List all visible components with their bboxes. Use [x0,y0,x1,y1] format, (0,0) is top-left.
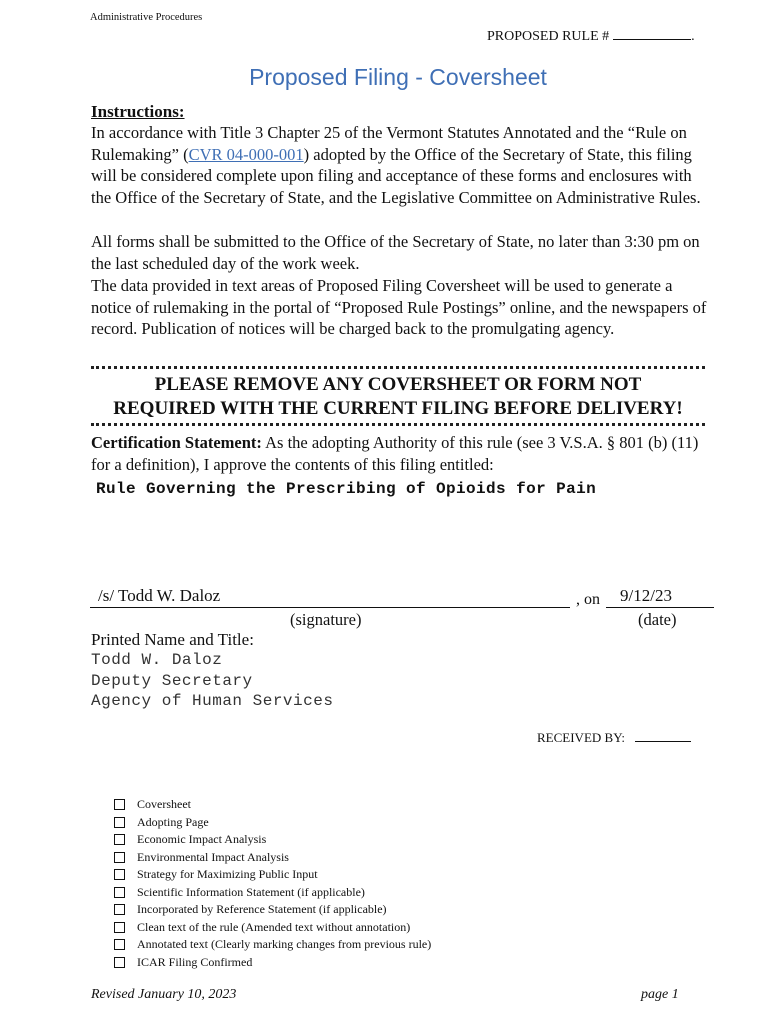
rule-number-blank[interactable] [613,27,691,40]
proposed-rule-number [487,27,695,45]
instructions-paragraph-3: The data provided in text areas of Proposed Filing Coversheet will be used to generate a notice of rulemaking in the portal of “Proposed Rule Postings” online, and the newspapers of record. Publication of notices will be charged back to the promulgating agency. [91,276,707,338]
signature-field[interactable]: /s/ Todd W. Daloz [98,586,221,605]
checkbox[interactable] [114,799,125,810]
checklist-item-label: Adopting Page [137,814,209,829]
signature-line [90,607,570,608]
date-field[interactable]: 9/12/23 [620,586,672,605]
p1-text-after: ) adopted by the Office of the Secretary of State, this filing will be considered complete upon filing and acceptance of these forms and enclosures with the Office of the Secretary of State, and the Legislative Committee on Administrative Rules. [91,144,701,207]
removal-notice [91,373,705,421]
checklist-item [114,796,431,814]
printed-name-label: Printed Name and Title: [91,630,254,649]
checklist-item [114,936,431,954]
notice-bottom-border [91,423,705,426]
footer-page-number: page 1 [641,987,679,1002]
printed-agency-field[interactable]: Agency of Human Services [91,692,334,710]
signature-caption: (signature) [290,610,362,629]
checklist-item-label: Environmental Impact Analysis [137,849,289,864]
footer-revision: Revised January 10, 2023 [91,987,237,1002]
printed-title-field[interactable]: Deputy Secretary [91,672,253,690]
date-caption: (date) [638,610,677,629]
checkbox[interactable] [114,817,125,828]
date-line [606,607,714,608]
notice-top-border [91,366,705,369]
rule-number-suffix: . [691,29,695,44]
received-by [537,730,691,746]
checklist-item-label: Clean text of the rule (Amended text without annotation) [137,919,411,934]
checklist-item [114,954,431,972]
checklist-item [114,919,431,937]
page-title: Proposed Filing - Coversheet [249,64,547,90]
checklist-item-label: Scientific Information Statement (if applicable) [137,884,365,899]
on-text: , on [576,591,600,608]
checkbox[interactable] [114,834,125,845]
notice-line-2: REQUIRED WITH THE CURRENT FILING BEFORE DELIVERY! [113,398,683,419]
instructions-paragraph-1 [91,122,713,208]
checklist-item [114,884,431,902]
checkbox[interactable] [114,939,125,950]
p1-text-before: In accordance with Title 3 Chapter 25 of the Vermont Statutes Annotated and the “Rule on Rulemaking” ( [91,123,687,164]
checkbox[interactable] [114,904,125,915]
printed-name-field[interactable]: Todd W. Daloz [91,651,223,669]
instructions-heading: Instructions: [91,102,185,121]
checklist-item [114,831,431,849]
rule-title-field[interactable]: Rule Governing the Prescribing of Opioids for Pain [96,480,597,498]
received-by-label: RECEIVED BY: [537,730,625,745]
proposed-rule-label: PROPOSED RULE # [487,29,610,44]
header-left: Administrative Procedures [90,12,203,23]
checkbox[interactable] [114,852,125,863]
certification-text: As the adopting Authority of this rule (see 3 V.S.A. § 801 (b) (11) for a definition), I approve the contents of this filing entitled: [91,433,699,474]
checklist-item [114,849,431,867]
certification-statement [91,432,713,475]
checkbox[interactable] [114,869,125,880]
checklist-item-label: Coversheet [137,797,191,811]
checklist-item-label: Strategy for Maximizing Public Input [137,867,318,881]
enclosure-checklist [114,796,431,971]
cvr-link[interactable]: CVR 04-000-001 [188,144,304,164]
instructions-paragraph-2: All forms shall be submitted to the Office of the Secretary of State, no later than 3:30 pm on the last scheduled day of the work week. [91,232,700,273]
notice-line-1: PLEASE REMOVE ANY COVERSHEET OR FORM NOT [154,374,642,395]
checklist-item [114,901,431,919]
checkbox[interactable] [114,957,125,968]
checklist-item [114,814,431,832]
checkbox[interactable] [114,887,125,898]
checkbox[interactable] [114,922,125,933]
checklist-item-label: Incorporated by Reference Statement (if applicable) [137,902,387,916]
received-by-blank[interactable] [635,731,691,742]
checklist-item-label: Economic Impact Analysis [137,832,267,846]
checklist-item-label: Annotated text (Clearly marking changes from previous rule) [137,937,432,951]
checklist-item-label: ICAR Filing Confirmed [137,954,253,969]
certification-label: Certification Statement: [91,433,262,452]
checklist-item [114,866,431,884]
